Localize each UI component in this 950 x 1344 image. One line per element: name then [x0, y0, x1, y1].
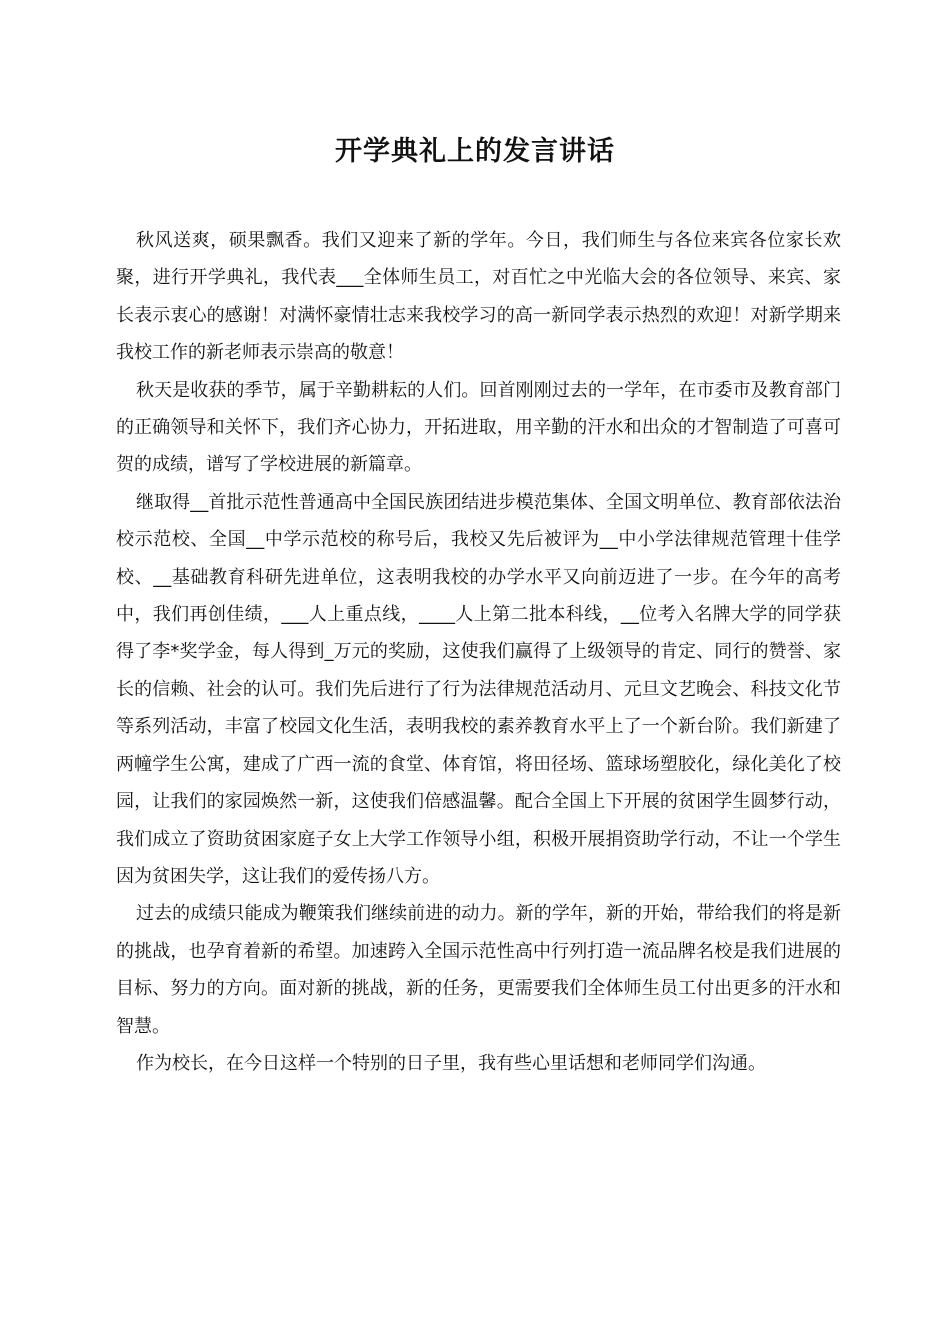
paragraph-2: 秋天是收获的季节，属于辛勤耕耘的人们。回首刚刚过去的一学年，在市委市及教育部门的正确领导和关怀下，我们齐心协力，开拓进取，用辛勤的汗水和出众的才智制造了可喜可贺的成绩，谱写了学校进展的新篇章。 [116, 379, 841, 476]
document-title: 开学典礼上的发言讲话 [335, 136, 615, 167]
paragraph-3: 继取得__首批示范性普通高中全国民族团结进步模范集体、全国文明单位、教育部依法治校示范校、全国__中学示范校的称号后，我校又先后被评为__中小学法律规范管理十佳学校、__基础教育科研先进单位，这表明我校的办学水平又向前迈进了一步。在今年的高考中，我们再创佳绩，___人上重点线，____人上第二批本科线，__位考入名牌大学的同学获得了李*奖学金，每人得到_万元的奖励，这使我们赢得了上级领导的肯定、同行的赞誉、家长的信赖、社会的认可。我们先后进行了行为法律规范活动月、元旦文艺晚会、科技文化节等系列活动，丰富了校园文化生活，表明我校的素养教育水平上了一个新台阶。我们新建了两幢学生公寓，建成了广西一流的食堂、体育馆，将田径场、篮球场塑胶化，绿化美化了校园，让我们的家园焕然一新，这使我们倍感温馨。配合全国上下开展的贫困学生圆梦行动，我们成立了资助贫困家庭子女上大学工作领导小组，积极开展捐资助学行动，不让一个学生因为贫困失学，这让我们的爱传扬八方。 [116, 491, 841, 887]
document-body [116, 222, 841, 1082]
paragraph-1: 秋风送爽，硕果飘香。我们又迎来了新的学年。今日，我们师生与各位来宾各位家长欢聚，进行开学典礼，我代表___全体师生员工，对百忙之中光临大会的各位领导、来宾、家长表示衷心的感谢！对满怀豪情壮志来我校学习的高一新同学表示热烈的欢迎！对新学期来我校工作的新老师表示崇高的敬意！ [116, 230, 841, 364]
paragraph-4: 过去的成绩只能成为鞭策我们继续前进的动力。新的学年，新的开始，带给我们的将是新的挑战，也孕育着新的希望。加速跨入全国示范性高中行列打造一流品牌名校是我们进展的目标、努力的方向。面对新的挑战，新的任务，更需要我们全体师生员工付出更多的汗水和智慧。 [116, 903, 841, 1037]
paragraph-5: 作为校长，在今日这样一个特别的日子里，我有些心里话想和老师同学们沟通。 [136, 1052, 766, 1074]
